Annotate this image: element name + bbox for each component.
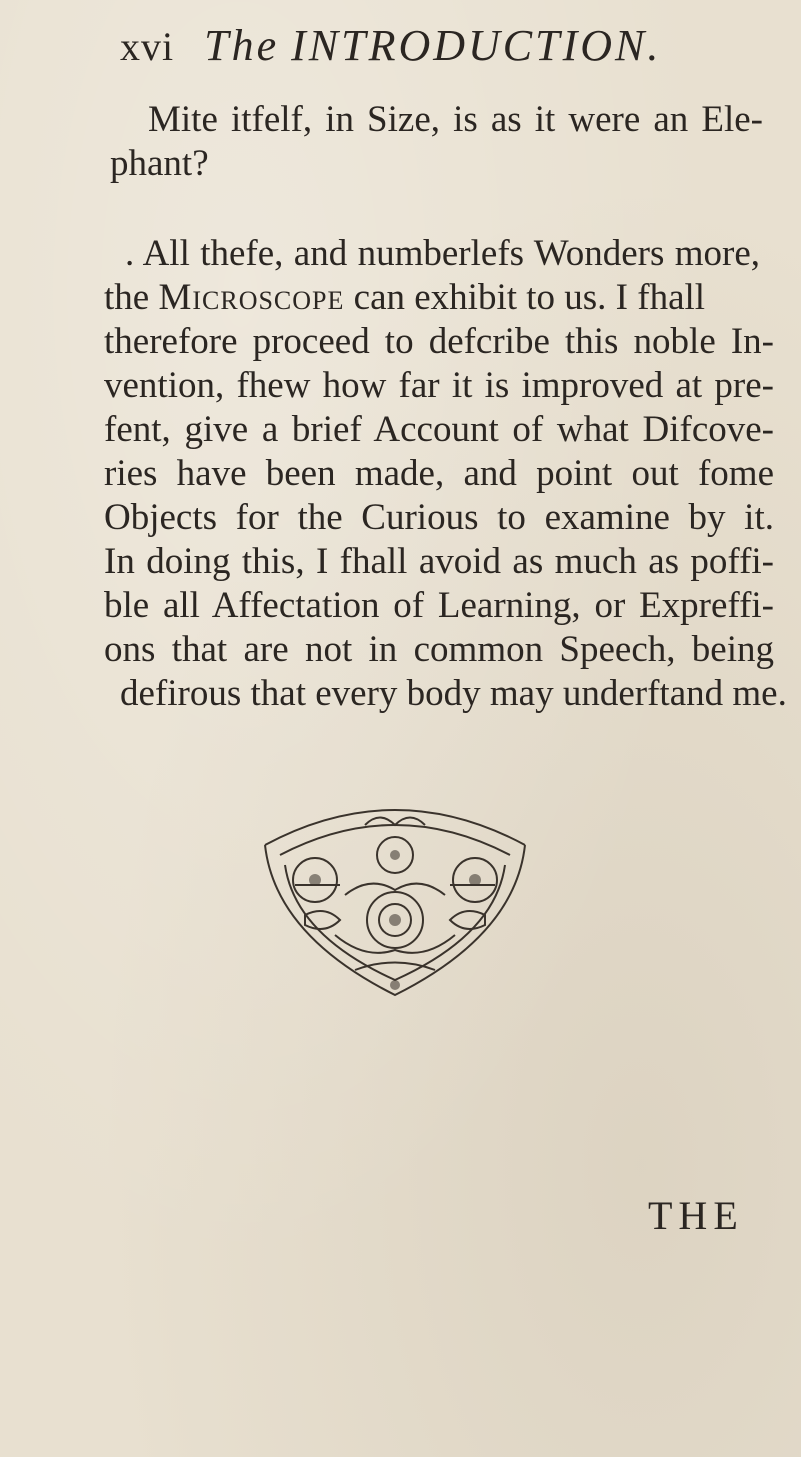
text-line: phant? — [110, 143, 209, 184]
ornament-base — [355, 963, 435, 971]
microscope-word: Microscope — [158, 277, 345, 318]
text-line: vention, fhew how far it is improved at pre- — [104, 365, 774, 406]
running-head-prefix: The — [204, 21, 280, 70]
text-line: In doing this, I fhall avoid as much as poffi- — [104, 541, 774, 582]
text-line: Objects for the Curious to examine by it. — [104, 497, 774, 538]
text-line: ries have been made, and point out fome — [104, 453, 774, 494]
woodcut-ornament — [245, 785, 545, 1005]
text-line: . All thefe, and numberlefs Wonders more, — [125, 233, 760, 274]
ornament-dot — [390, 980, 400, 990]
catchword: THE — [648, 1193, 744, 1238]
ornament-leaf — [345, 884, 445, 895]
running-head — [120, 18, 740, 75]
running-head-title: INTRODUCTION. — [291, 21, 662, 70]
ornament-leaf — [335, 935, 455, 953]
ornament-arch-outer — [265, 810, 525, 845]
text-line: fent, give a brief Account of what Difcove- — [104, 409, 774, 450]
text-line: ons that are not in common Speech, being — [104, 629, 774, 670]
ornament-crest — [365, 818, 425, 826]
text-line: Mite itfelf, in Size, is as it were an Ele- — [148, 99, 763, 140]
text-line: ble all Affectation of Learning, or Expreffi- — [104, 585, 774, 626]
text-line-with-smallcaps — [104, 276, 774, 320]
ornament-dot — [469, 874, 481, 886]
text-fragment: the — [104, 277, 159, 318]
ornament-dot — [389, 914, 401, 926]
ornament-dot — [309, 874, 321, 886]
text-line: therefore proceed to defcribe this noble In- — [104, 321, 774, 362]
page-number: xvi — [120, 24, 175, 69]
text-fragment: can exhibit to us. I fhall — [344, 277, 706, 318]
text-line: defirous that every body may underftand me. — [120, 673, 787, 714]
ornament-dot — [390, 850, 400, 860]
